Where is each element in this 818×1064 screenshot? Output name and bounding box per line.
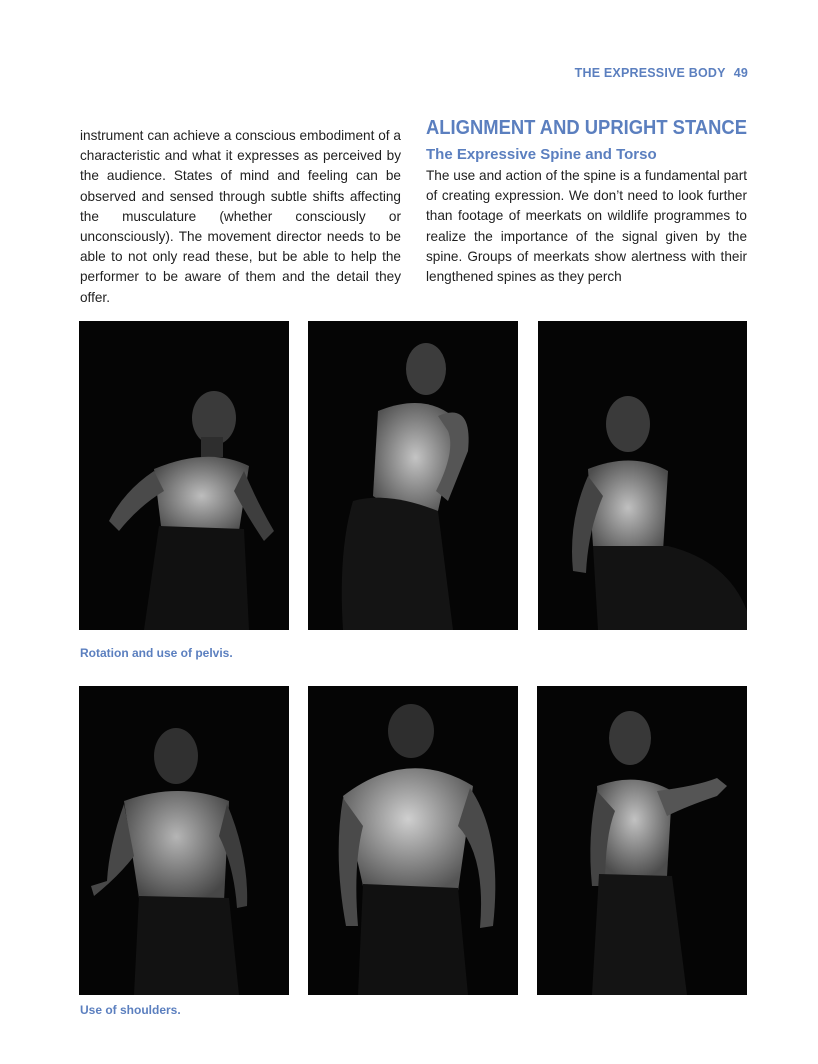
caption-shoulders: Use of shoulders. — [80, 1003, 181, 1017]
photo-shoulders-1 — [79, 686, 289, 995]
left-column — [80, 126, 401, 308]
photo-pelvis-2 — [308, 321, 518, 630]
running-head — [575, 66, 748, 80]
page-number: 49 — [733, 66, 748, 80]
running-head-title: THE EXPRESSIVE BODY — [574, 66, 726, 80]
photo-shoulders-3 — [537, 686, 747, 995]
right-column-text: The use and action of the spine is a fundamental part of creating expression. We don’t need to look further than footage of meerkats on wildlife programmes to realize the importance of the signal given by the spine. Groups of meerkats show alertness with their lengthened spines as they perch — [426, 168, 747, 285]
subsection-heading: The Expressive Spine and Torso — [426, 146, 657, 163]
left-column-text: instrument can achieve a conscious embodiment of a characteristic and what it expresses as perceived by the audience. States of mind and feeling can be observed and sensed through subtle shifts affecting the musculature (whether consciously or unconsciously). The movement director needs to be able to not only read these, but be able to help the performer to be aware of them and the detail they offer. — [80, 128, 401, 305]
photo-shoulders-2 — [308, 686, 518, 995]
caption-pelvis: Rotation and use of pelvis. — [80, 646, 233, 660]
photo-pelvis-1 — [79, 321, 289, 630]
photo-pelvis-3 — [538, 321, 747, 630]
right-column — [426, 116, 747, 287]
section-heading: ALIGNMENT AND UPRIGHT STANCE — [426, 117, 747, 139]
